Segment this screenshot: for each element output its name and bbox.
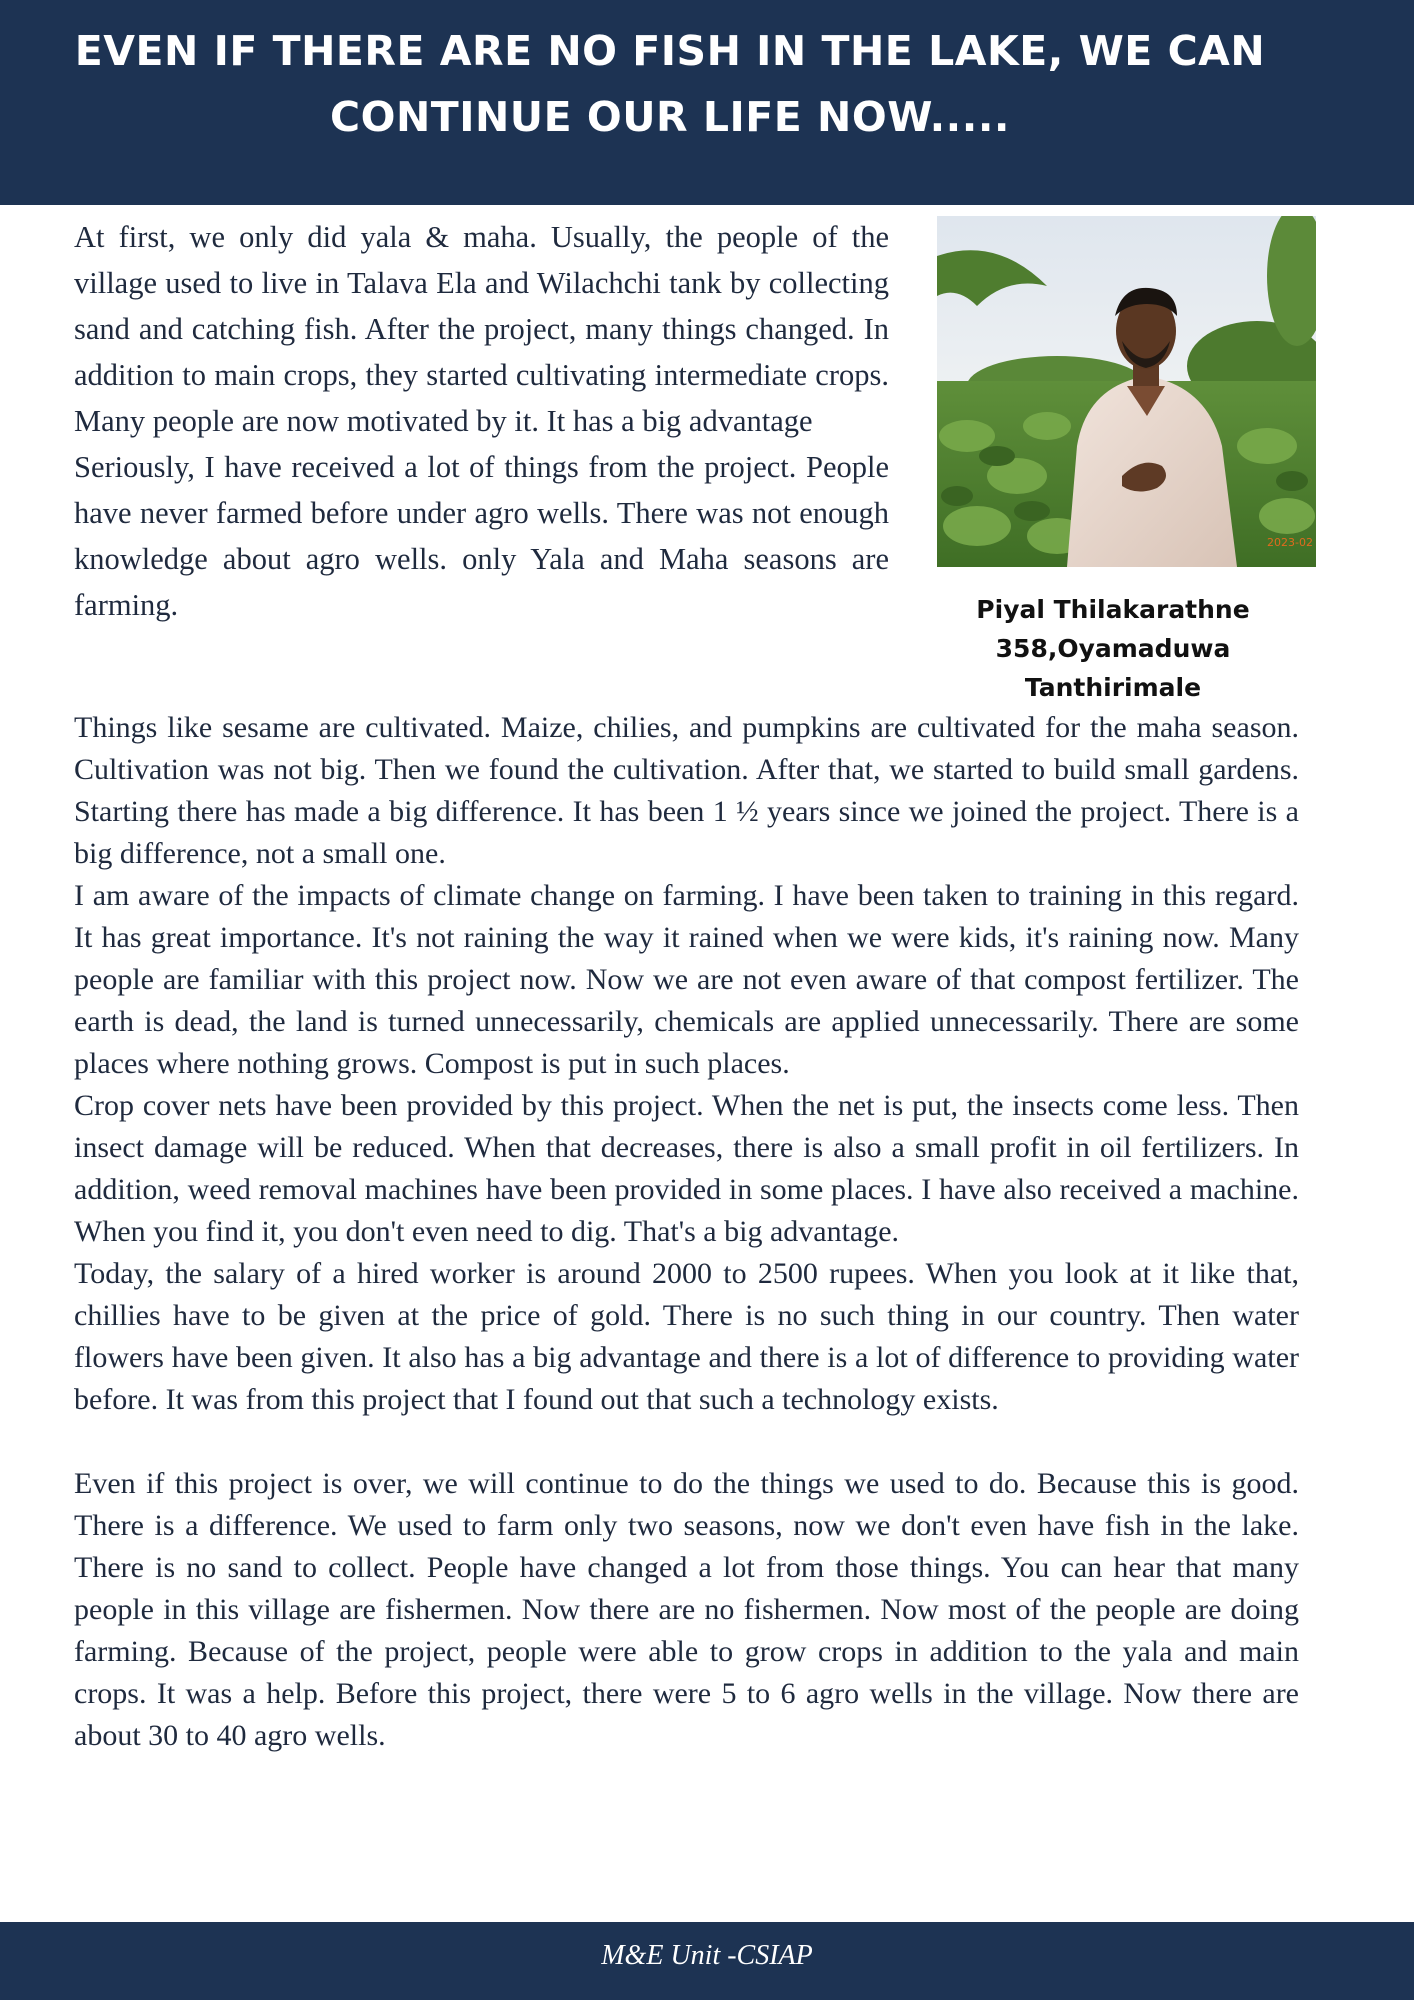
- story-paragraph-3: Crop cover nets have been provided by this project. When the net is put, the insects come less. Then insect damage will be reduced. When that decreases, there is also a small profit in oil fertilizers. In addition, weed removal machines have been provided in some places. I have also received a machine. When you find it, you don't even need to dig. That's a big advantage.: [74, 1089, 1299, 1248]
- intro-paragraph-2: Seriously, I have received a lot of things from the project. People have never farmed before under agro wells. There was not enough knowledge about agro wells. only Yala and Maha seasons are farming.: [74, 450, 889, 622]
- story-paragraph-1: Things like sesame are cultivated. Maize, chilies, and pumpkins are cultivated for the maha season. Cultivation was not big. Then we found the cultivation. After that, we started to build small gardens. Starting there has made a big difference. It has been 1 ½ years since we joined the project. There is a big difference, not a small one.: [74, 711, 1299, 870]
- intro-column: [74, 214, 889, 628]
- intro-paragraph-1: At first, we only did yala & maha. Usually, the people of the village used to live in Talava Ela and Wilachchi tank by collecting sand and catching fish. After the project, many things changed. In addition to main crops, they started cultivating intermediate crops. Many people are now motivated by it. It has a big advantage: [74, 220, 889, 438]
- story-paragraph-4: Today, the salary of a hired worker is around 2000 to 2500 rupees. When you look at it like that, chillies have to be given at the price of gold. There is no such thing in our country. Then water flowers have been given. It also has a big advantage and there is a lot of difference to providing water before. It was from this project that I found out that such a technology exists.: [74, 1257, 1299, 1416]
- farmer-address-line-1: 358,Oyamaduwa: [995, 634, 1231, 663]
- page-footer: [0, 1922, 1414, 2000]
- farmer-address-line-2: Tanthirimale: [1024, 673, 1202, 702]
- footer-credit: M&E Unit -CSIAP: [601, 1940, 813, 1971]
- farmer-caption: [937, 590, 1289, 707]
- farmer-photo: [937, 216, 1316, 567]
- page-header: [0, 0, 1414, 205]
- page-title: EVEN IF THERE ARE NO FISH IN THE LAKE, WE CAN CONTINUE OUR LIFE NOW.....: [74, 27, 1266, 141]
- story-paragraph-2: I am aware of the impacts of climate change on farming. I have been taken to training in this regard. It has great importance. It's not raining the way it rained when we were kids, it's raining now. Many people are familiar with this project now. Now we are not even aware of that compost fertilizer. The earth is dead, the land is turned unnecessarily, chemicals are applied unnecessarily. There are some places where nothing grows. Compost is put in such places.: [74, 879, 1299, 1080]
- story-body: [74, 707, 1299, 1757]
- svg-text:2023-02: 2023-02: [1267, 536, 1313, 549]
- farmer-name: Piyal Thilakarathne: [976, 595, 1250, 624]
- story-paragraph-5: Even if this project is over, we will continue to do the things we used to do. Because this is good. There is a difference. We used to farm only two seasons, now we don't even have fish in the lake. There is no sand to collect. People have changed a lot from those things. You can hear that many people in this village are fishermen. Now there are no fishermen. Now most of the people are doing farming. Because of the project, people were able to grow crops in addition to the yala and main crops. It was a help. Before this project, there were 5 to 6 agro wells in the village. Now there are about 30 to 40 agro wells.: [74, 1467, 1299, 1752]
- paragraph-spacer: [74, 1421, 1299, 1463]
